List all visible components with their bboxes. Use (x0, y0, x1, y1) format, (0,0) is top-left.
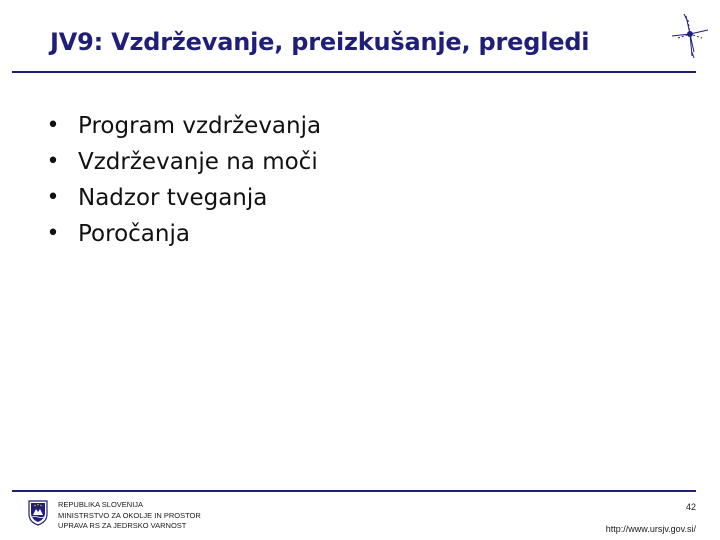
compass-star-icon (668, 12, 712, 60)
title-divider (12, 71, 696, 73)
bullet-icon: • (46, 113, 60, 138)
footer-divider (12, 490, 696, 492)
org-line-ministry: MINISTRSTVO ZA OKOLJE IN PROSTOR (58, 510, 201, 520)
organization-block (58, 500, 201, 532)
bullet-icon: • (46, 149, 60, 174)
bullet-icon: • (46, 221, 60, 246)
coat-of-arms-icon (28, 500, 48, 526)
org-line-administration: UPRAVA RS ZA JEDRSKO VARNOST (58, 521, 187, 530)
bullet-text: Vzdrževanje na moči (78, 149, 318, 175)
page-number: 42 (685, 502, 696, 512)
bullet-text: Nadzor tveganja (78, 185, 268, 211)
bullet-text: Program vzdrževanja (78, 113, 322, 139)
footer-url[interactable]: http://www.ursjv.gov.si/ (605, 524, 696, 534)
org-line-country: REPUBLIKA SLOVENIJA (58, 500, 144, 509)
bullet-icon: • (46, 185, 60, 210)
slide-title: JV9: Vzdrževanje, preizkušanje, pregledi (50, 28, 590, 56)
bullet-text: Poročanja (78, 221, 190, 247)
